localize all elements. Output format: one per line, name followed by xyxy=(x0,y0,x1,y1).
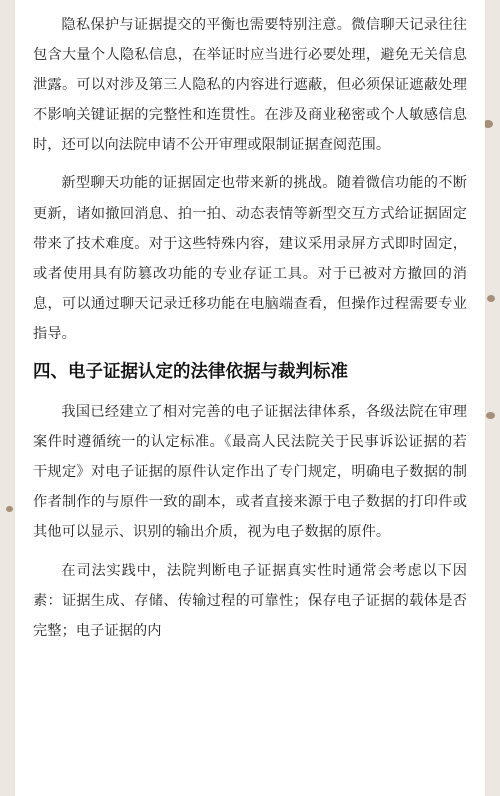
paragraph-privacy-balance: 隐私保护与证据提交的平衡也需要特别注意。微信聊天记录往往包含大量个人隐私信息，在举证时应当进行必要处理，避免无关信息泄露。可以对涉及第三人隐私的内容进行遮蔽，但必须保证遮蔽处理不影响关键证据的完整性和连贯性。在涉及商业秘密或个人敏感信息时，还可以向法院申请不公开审理或限制证据查阅范围。 xyxy=(33,17,467,154)
paragraph-legal-framework: 我国已经建立了相对完善的电子证据法律体系，各级法院在审理案件时遵循统一的认定标准。《最高人民法院关于民事诉讼证据的若干规定》对电子证据的原件认定作出了专门规定，明确电子数据的制作者制作的与原件一致的副本，或者直接来源于电子数据的打印件或其他可以显示、识别的输出介质，视为电子数据的原件。 xyxy=(33,404,467,541)
section-heading: 四、电子证据认定的法律依据与裁判标准 xyxy=(33,362,348,383)
decorative-stain xyxy=(6,506,13,512)
decorative-stain xyxy=(487,295,495,302)
paragraph-judicial-practice: 在司法实践中，法院判断电子证据真实性时通常会考虑以下因素：证据生成、存储、传输过程的可靠性；保存电子证据的载体是否完整；电子证据的内 xyxy=(33,562,467,639)
paragraph-new-chat-features: 新型聊天功能的证据固定也带来新的挑战。随着微信功能的不断更新，诸如撤回消息、拍一拍、动态表情等新型交互方式给证据固定带来了技术难度。对于这些特殊内容，建议采用录屏方式即时固定，或者使用具有防篡改功能的专业存证工具。对于已被对方撤回的消息，可以通过聊天记录迁移功能在电脑端查看，但操作过程需要专业指导。 xyxy=(33,175,467,342)
document-page xyxy=(15,0,485,796)
decorative-stain xyxy=(486,412,495,419)
article-body xyxy=(33,10,467,654)
